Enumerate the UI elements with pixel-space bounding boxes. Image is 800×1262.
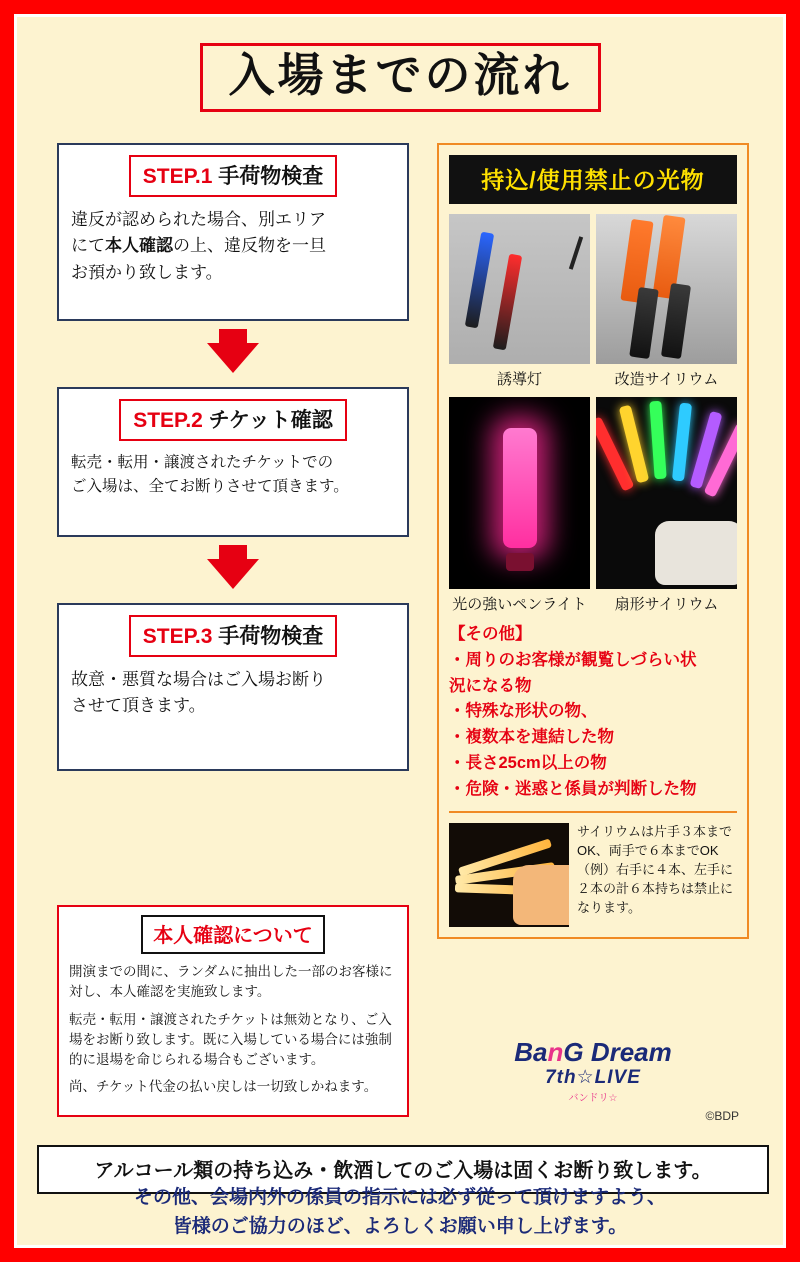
photo-row-2 [449, 397, 737, 589]
step-1-box [57, 143, 409, 321]
caption-guidance-baton: 誘導灯 [496, 371, 542, 388]
hand-shape [513, 865, 569, 925]
step-1-title: 手荷物検査 [212, 165, 324, 188]
arrow-2-stem [219, 545, 247, 559]
banned-items-panel [437, 143, 749, 939]
other-title: 【その他】 [449, 625, 532, 643]
logo-line-2: 7th☆LIVE [545, 1067, 641, 1088]
other-item-4: ・複数本を連結した物 [449, 728, 614, 746]
cyalume-stick-cyan [672, 403, 692, 482]
baton-hook [569, 236, 583, 270]
step-3-number: STEP.3 [142, 625, 213, 648]
step-3-head-wrap [71, 615, 395, 667]
identity-body [69, 962, 397, 1098]
caption-row-1 [449, 368, 737, 389]
step-1-body [71, 207, 395, 286]
cyalume-count-note [449, 811, 737, 927]
step-1-line-2a: にて [71, 236, 105, 256]
arrow-1-head [207, 343, 259, 373]
photo-cyalume-in-hand [449, 823, 569, 927]
step-2-head-wrap [71, 399, 395, 451]
photo-modified-cyalume [596, 214, 737, 364]
page-title: 入場までの流れ [200, 43, 601, 112]
identity-paragraph-3: 尚、チケット代金の払い戻しは一切致しかねます。 [69, 1079, 378, 1095]
other-restrictions [449, 622, 737, 801]
identity-paragraph-2: 転売・転用・譲渡されたチケットは無効となり、ご入場をお断り致します。既に入場している場合には強制的に退場を命じられる場合もございます。 [69, 1011, 392, 1067]
other-item-5: ・長さ25cm以上の物 [449, 753, 607, 772]
poster [14, 14, 786, 1248]
caption-fan-cyalume: 扇形サイリウム [614, 596, 719, 613]
arrow-2-head [207, 559, 259, 589]
logo-text-b: n [547, 1037, 564, 1067]
alcohol-notice: アルコール類の持ち込み・飲酒してのご入場は固くお断り致します。 [37, 1145, 769, 1194]
step-3-body [71, 667, 395, 720]
steps-column [57, 143, 409, 771]
step-1-line-1: 違反が認められた場合、別エリア [71, 210, 326, 229]
identity-heading: 本人確認について [141, 915, 325, 954]
step-3-line-1: 故意・悪質な場合はご入場お断り [71, 670, 326, 689]
penlight-tube [503, 428, 537, 548]
penlight-base [506, 553, 534, 571]
logo-subtext: バンドリ☆ [568, 1093, 618, 1104]
cyalume-count-text: サイリウムは片手３本までOK、両手で６本までOK（例）右手に４本、左手に２本の計６本持ちは禁止になります。 [577, 824, 734, 915]
banned-heading: 持込/使用禁止の光物 [449, 155, 737, 204]
step-2-line-1: 転売・転用・譲渡されたチケットでの [71, 454, 334, 471]
identity-check-box [57, 905, 409, 1117]
step-1-heading [129, 155, 338, 197]
step-3-heading [129, 615, 338, 657]
title-area [17, 43, 783, 112]
step-1-line-2b: 本人確認 [105, 236, 173, 256]
step-1-line-2 [71, 233, 395, 259]
step-2-title: チケット確認 [202, 409, 333, 432]
footer-line-2: 皆様のご協力のほど、よろしくお願い申し上げます。 [172, 1215, 628, 1237]
arrow-2 [57, 537, 409, 603]
step-2-heading [119, 399, 347, 441]
caption-row-2 [449, 593, 737, 614]
baton-blue [465, 232, 494, 329]
footer-note [0, 1184, 800, 1241]
arrow-1-stem [219, 329, 247, 343]
step-3-box [57, 603, 409, 771]
photo-guidance-baton [449, 214, 590, 364]
cyalume-stick-green [649, 401, 666, 480]
step-2-box [57, 387, 409, 537]
step-1-number: STEP.1 [142, 165, 213, 188]
step-1-head-wrap [71, 155, 395, 207]
arrow-1 [57, 321, 409, 387]
step-1-line-3: お預かり致します。 [71, 262, 223, 282]
logo-text-a: Ba [514, 1037, 548, 1067]
identity-paragraph-1: 開演までの間に、ランダムに抽出した一部のお客様に対し、本人確認を実施致します。 [69, 964, 393, 1000]
photo-fan-cyalume [596, 397, 737, 589]
caption-modified-cyalume: 改造サイリウム [614, 371, 719, 388]
other-item-1: ・周りのお客様が観覧しづらい状 [449, 650, 697, 669]
other-item-6: ・危険・迷惑と係員が判断した物 [449, 779, 697, 798]
step-3-line-2: させて頂きます。 [71, 696, 206, 716]
step-2-line-2: ご入場は、全てお断りさせて頂きます。 [71, 478, 349, 496]
other-item-3: ・特殊な形状の物、 [449, 702, 598, 721]
logo-text-c: G Dream [563, 1037, 672, 1067]
photo-row-1 [449, 214, 737, 364]
identity-head-wrap [69, 915, 397, 962]
copyright-text: ©BDP [705, 1109, 739, 1123]
step-3-title: 手荷物検査 [212, 625, 324, 648]
hand-holder [655, 521, 737, 585]
baton-red [493, 254, 522, 351]
other-item-2: 況になる物 [449, 676, 532, 695]
photo-bright-penlight [449, 397, 590, 589]
step-1-line-2c: の上、違反物を一旦 [173, 236, 326, 256]
step-2-number: STEP.2 [133, 409, 203, 432]
logo-line-1 [514, 1039, 672, 1065]
step-2-body [71, 451, 395, 499]
footer-line-1: その他、会場内外の係員の指示には必ず従って頂けますよう、 [133, 1187, 666, 1208]
bang-dream-logo [437, 1039, 749, 1104]
caption-bright-penlight: 光の強いペンライト [452, 596, 587, 613]
banned-photo-grid [449, 214, 737, 614]
